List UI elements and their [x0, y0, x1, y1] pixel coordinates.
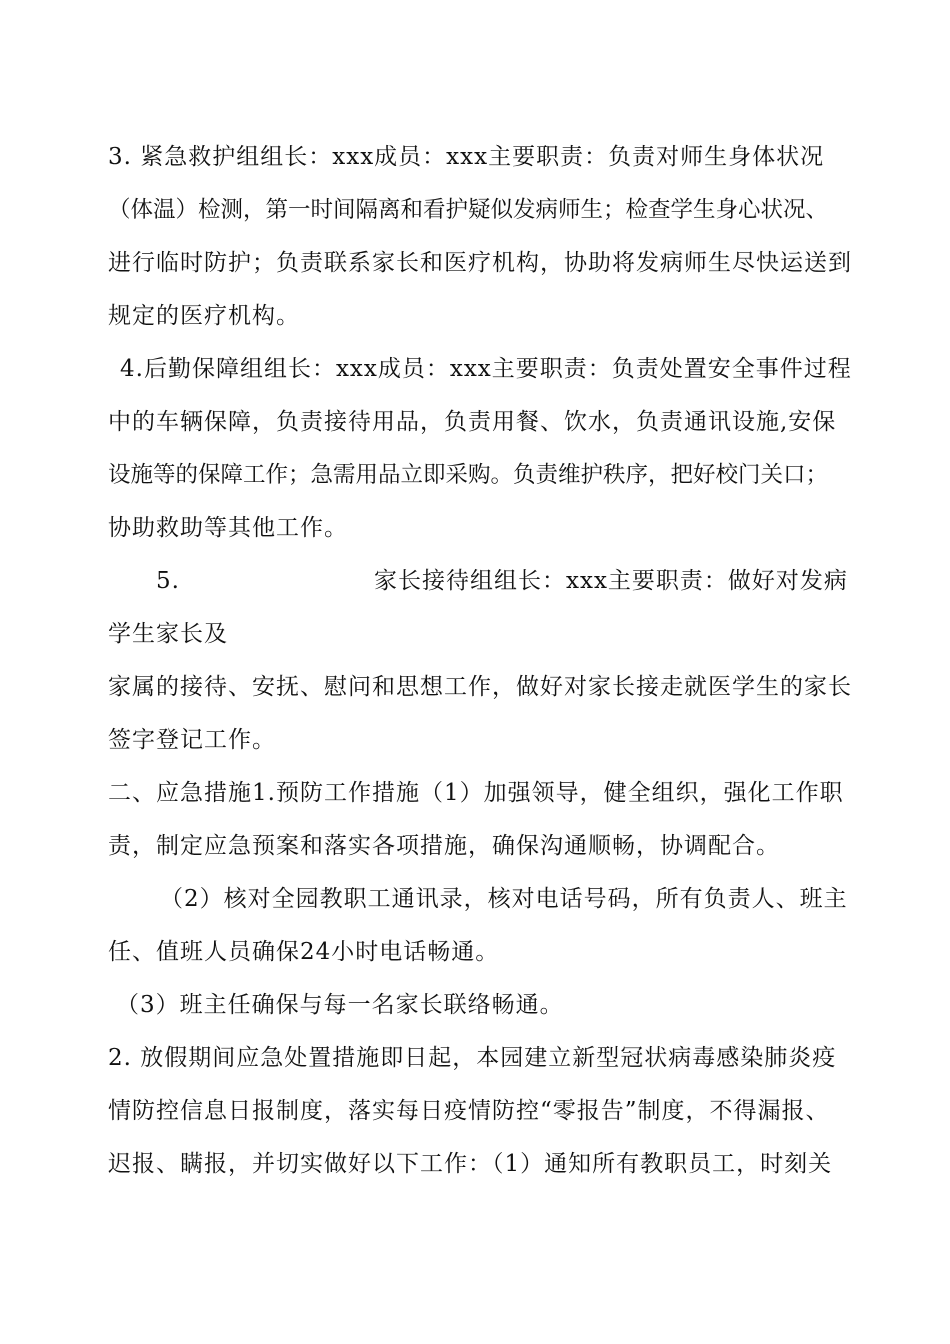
text-line: 5.	[156, 568, 180, 594]
text-line: 3. 紧急救护组组长：xxx成员：xxx主要职责：负责对师生身体状况	[108, 144, 825, 170]
text-line: 二、应急措施1.预防工作措施（1）加强领导，健全组织，强化工作职	[108, 780, 844, 806]
text-line: 2. 放假期间应急处置措施即日起，本园建立新型冠状病毒感染肺炎疫	[108, 1045, 837, 1071]
text-line: 责，制定应急预案和落实各项措施，确保沟通顺畅，协调配合。	[108, 833, 780, 859]
text-line: （2）核对全园教职工通讯录，核对电话号码，所有负责人、班主	[160, 886, 848, 912]
text-line: 迟报、瞒报，并切实做好以下工作：（1）通知所有教职员工，时刻关	[108, 1151, 833, 1177]
text-line: 任、值班人员确保24小时电话畅通。	[108, 939, 500, 965]
text-line: 中的车辆保障，负责接待用品，负责用餐、饮水，负责通讯设施,安保	[108, 409, 837, 435]
text-line: 签字登记工作。	[108, 727, 276, 753]
text-line: 家属的接待、安抚、慰问和思想工作，做好对家长接走就医学生的家长	[108, 674, 852, 700]
text-line: 4.后勤保障组组长：xxx成员：xxx主要职责：负责处置安全事件过程	[120, 356, 852, 382]
text-line: 家长接待组组长：xxx主要职责：做好对发病	[374, 568, 848, 594]
text-line: （体温）检测，第一时间隔离和看护疑似发病师生；检查学生身心状况、	[108, 197, 829, 223]
text-line: 情防控信息日报制度，落实每日疫情防控“零报告”制度，不得漏报、	[108, 1098, 830, 1124]
text-line: 设施等的保障工作；急需用品立即采购。负责维护秩序，把好校门关口；	[108, 462, 829, 488]
text-line: （3）班主任确保与每一名家长联络畅通。	[116, 992, 564, 1018]
text-line: 规定的医疗机构。	[108, 303, 300, 329]
text-line: 进行临时防护；负责联系家长和医疗机构，协助将发病师生尽快运送到	[108, 250, 852, 276]
text-line: 协助救助等其他工作。	[108, 515, 348, 541]
text-line: 学生家长及	[108, 621, 228, 647]
